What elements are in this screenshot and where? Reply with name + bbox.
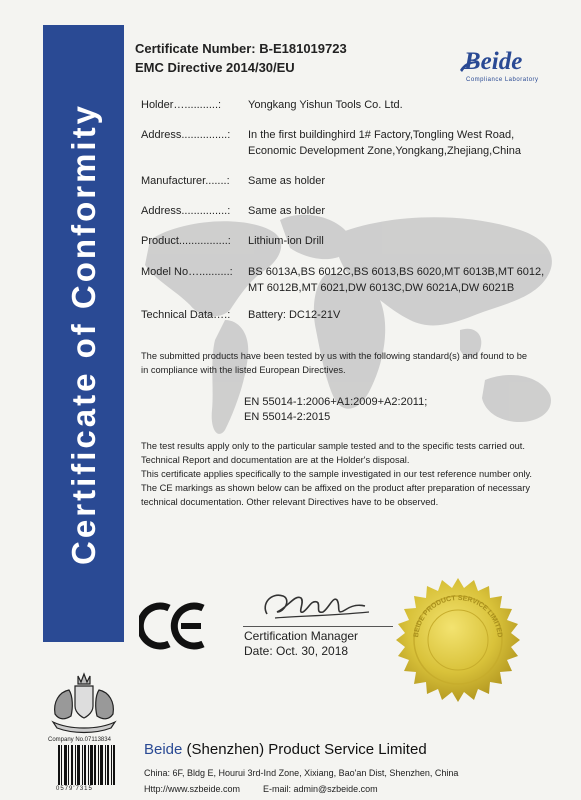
royal-coat-of-arms-icon	[45, 664, 123, 736]
technical-data-label: Technical Data….:	[141, 309, 231, 321]
notes-line1: The test results apply only to the particular sample tested and to the specific tests carried out.	[141, 441, 525, 451]
product-value: Lithium-ion Drill	[248, 235, 324, 247]
address-value-line2: Economic Development Zone,Yongkang,Zhejiang,China	[248, 145, 521, 157]
barcode-number: 0579'7315	[56, 786, 93, 792]
manufacturer-address-value: Same as holder	[248, 205, 326, 217]
barcode-image	[57, 745, 115, 785]
signature-line	[243, 626, 393, 627]
address-value-line1: In the first buildinghird 1# Factory,Tongling West Road,	[248, 129, 515, 141]
beide-logo	[458, 48, 558, 88]
notes-line5: technical documentation. Other relevant Directives have to be observed.	[141, 497, 439, 507]
footer-email-link[interactable]: E-mail: admin@szbeide.com	[263, 784, 378, 794]
ce-mark-icon	[139, 602, 209, 650]
seal-text: BEIDE PRODUCT SERVICE LIMITED	[413, 594, 503, 638]
company-number: Company No.07113834	[48, 737, 111, 743]
technical-data-value: Battery: DC12-21V	[248, 309, 341, 321]
manufacturer-label: Manufacturer.......:	[141, 175, 230, 187]
product-label: Product................:	[141, 235, 231, 247]
logo-wordmark: Beide	[464, 48, 523, 75]
footer-website-link[interactable]: Http://www.szbeide.com	[144, 784, 241, 794]
model-label: Model No…..........:	[141, 266, 233, 278]
side-band-title: Certificate of Conformity	[64, 102, 102, 565]
footer-brand: Beide	[144, 741, 183, 758]
compliance-line2: in compliance with the listed European Directives.	[141, 365, 346, 375]
gold-seal-image	[394, 576, 522, 704]
side-band	[43, 25, 124, 642]
model-value-line2: MT 6012B,MT 6021,DW 6013C,DW 6021A,DW 6021B	[248, 282, 515, 294]
certificate-number: Certificate Number: B-E181019723	[135, 41, 347, 56]
model-value-line1: BS 6013A,BS 6012C,BS 6013,BS 6020,MT 6013B,MT 6012,	[248, 266, 545, 278]
manufacturer-value: Same as holder	[248, 175, 326, 187]
standards-list	[244, 395, 427, 425]
standard-item: EN 55014-2:2015	[244, 411, 331, 423]
certificate-date: Date: Oct. 30, 2018	[244, 644, 349, 658]
notes-line3: This certificate applies specifically to the sample investigated in our test reference number only.	[141, 469, 533, 479]
notes-line2: Technical Report and documentation are at the Holder's disposal.	[141, 455, 410, 465]
compliance-line1: The submitted products have been tested by us with the following standard(s) and found to be	[141, 351, 528, 361]
directive-title: EMC Directive 2014/30/EU	[135, 60, 295, 75]
footer-company-rest: (Shenzhen) Product Service Limited	[182, 741, 427, 758]
logo-subtitle: Compliance Laboratory	[466, 77, 539, 83]
address-label: Address...............:	[141, 129, 231, 141]
standard-item: EN 55014-1:2006+A1:2009+A2:2011;	[244, 396, 428, 408]
signatory-title: Certification Manager	[244, 629, 359, 643]
signature-image	[257, 586, 377, 624]
footer-company-name	[144, 741, 427, 758]
footer-address: China: 6F, Bldg E, Hourui 3rd-Ind Zone, Xixiang, Bao'an Dist, Shenzhen, China	[144, 768, 459, 778]
manufacturer-address-label: Address...............:	[141, 205, 231, 217]
holder-value: Yongkang Yishun Tools Co. Ltd.	[248, 99, 403, 111]
holder-label: Holder…...........:	[141, 99, 222, 111]
notes-line4: The CE markings as shown below can be affixed on the product after preparation of necessary	[141, 483, 530, 493]
